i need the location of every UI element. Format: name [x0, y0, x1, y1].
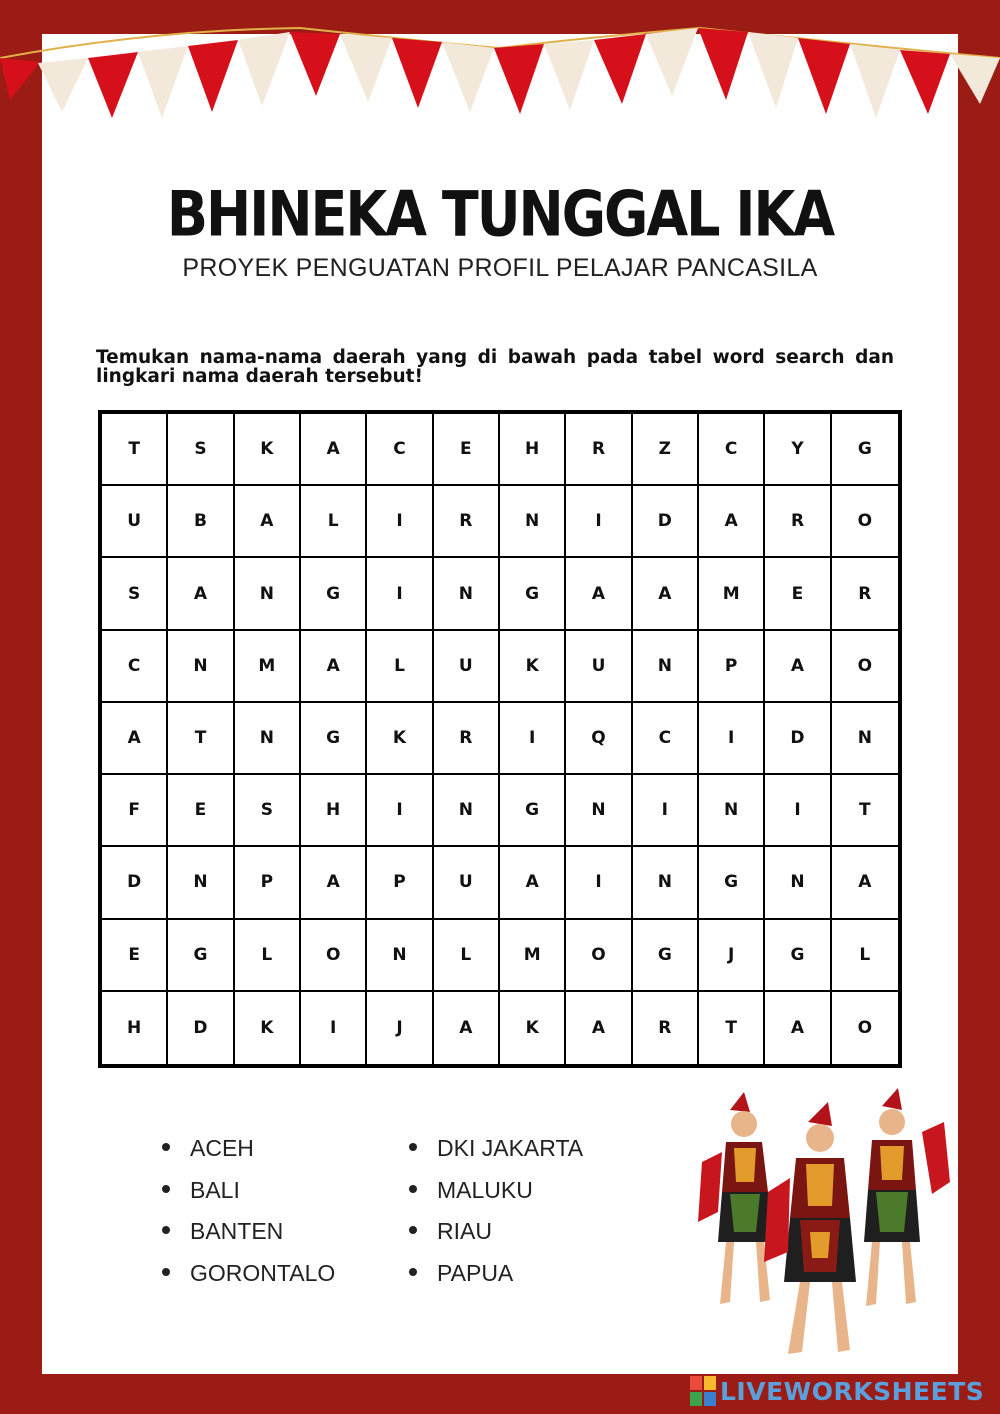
grid-cell[interactable]: G [301, 558, 367, 630]
grid-cell[interactable]: N [633, 631, 699, 703]
grid-cell[interactable]: K [500, 992, 566, 1064]
grid-cell[interactable]: A [765, 631, 831, 703]
grid-cell[interactable]: C [633, 703, 699, 775]
grid-cell[interactable]: M [699, 558, 765, 630]
bullet-icon [409, 1185, 417, 1193]
word-label: PAPUA [437, 1259, 514, 1286]
page-subtitle: PROYEK PENGUATAN PROFIL PELAJAR PANCASILA [182, 254, 818, 282]
liveworksheets-logo-icon [690, 1376, 716, 1406]
watermark-text: LIVEWORKSHEETS [720, 1376, 985, 1406]
grid-cell[interactable]: G [500, 775, 566, 847]
grid-cell[interactable]: K [235, 414, 301, 486]
grid-cell[interactable]: A [301, 631, 367, 703]
dancers-illustration [660, 1082, 960, 1382]
list-item [409, 1213, 583, 1255]
grid-cell[interactable]: G [633, 920, 699, 992]
grid-cell[interactable]: B [168, 486, 234, 558]
grid-cell[interactable]: C [367, 414, 433, 486]
bullet-icon [162, 1268, 170, 1276]
grid-cell[interactable]: M [235, 631, 301, 703]
word-label: ACEH [190, 1135, 254, 1161]
grid-cell[interactable]: N [434, 558, 500, 630]
grid-cell[interactable]: D [102, 847, 168, 919]
grid-cell[interactable]: R [832, 558, 898, 630]
word-label: MALUKU [437, 1176, 533, 1203]
grid-cell[interactable]: L [367, 631, 433, 703]
grid-cell[interactable]: R [434, 703, 500, 775]
grid-cell[interactable]: I [566, 486, 632, 558]
grid-cell[interactable]: N [633, 847, 699, 919]
bullet-icon [409, 1268, 417, 1276]
instruction-text: Temukan nama-nama daerah yang di bawah pada tabel word search dan lingkari nama daerah tersebut! [96, 347, 894, 387]
grid-cell[interactable]: T [699, 992, 765, 1064]
grid-cell[interactable]: J [699, 920, 765, 992]
grid-cell[interactable]: G [832, 414, 898, 486]
watermark [690, 1374, 984, 1408]
grid-cell[interactable]: L [235, 920, 301, 992]
grid-cell[interactable]: C [102, 631, 168, 703]
grid-cell[interactable]: Y [765, 414, 831, 486]
word-label: DKI JAKARTA [437, 1135, 584, 1161]
grid-cell[interactable]: L [832, 920, 898, 992]
grid-cell[interactable]: I [367, 775, 433, 847]
list-item [409, 1255, 583, 1297]
grid-cell[interactable]: Q [566, 703, 632, 775]
grid-cell[interactable]: N [168, 631, 234, 703]
grid-cell[interactable]: O [857, 1017, 873, 1038]
grid-cell[interactable]: G [301, 703, 367, 775]
grid-cell[interactable]: N [765, 847, 831, 919]
grid-cell[interactable]: I [633, 775, 699, 847]
grid-cell[interactable]: G [500, 558, 566, 630]
grid-cell[interactable]: P [367, 847, 433, 919]
grid-cell[interactable]: Z [633, 414, 699, 486]
dancer-left [698, 1092, 772, 1304]
grid-cell[interactable]: J [367, 992, 433, 1064]
list-item [162, 1130, 335, 1172]
grid-cell[interactable]: I [765, 775, 831, 847]
grid-cell[interactable]: L [301, 486, 367, 558]
grid-cell[interactable]: R [434, 486, 500, 558]
list-item [162, 1172, 335, 1214]
grid-cell[interactable]: L [434, 920, 500, 992]
grid-cell[interactable]: S [168, 414, 234, 486]
bunting-decoration [0, 0, 1000, 130]
grid-cell[interactable]: N [168, 847, 234, 919]
list-item [162, 1213, 335, 1255]
grid-cell[interactable]: F [102, 775, 168, 847]
word-label: RIAU [437, 1218, 492, 1244]
grid-cell[interactable]: D [765, 703, 831, 775]
grid-cell[interactable]: I [566, 847, 632, 919]
grid-cell[interactable]: O [301, 920, 367, 992]
grid-cell[interactable]: P [699, 631, 765, 703]
grid-cell[interactable]: H [500, 414, 566, 486]
grid-cell[interactable]: O [832, 486, 898, 558]
grid-cell[interactable]: A [434, 992, 500, 1064]
grid-cell[interactable]: R [633, 992, 699, 1064]
grid-cell[interactable]: I [301, 992, 367, 1064]
grid-cell[interactable]: N [434, 775, 500, 847]
grid-cell[interactable]: K [235, 992, 301, 1064]
grid-cell[interactable]: A [235, 486, 301, 558]
grid-cell[interactable]: N [235, 703, 301, 775]
grid-cell[interactable]: T [832, 775, 898, 847]
grid-cell[interactable]: A [168, 558, 234, 630]
grid-cell[interactable]: R [765, 486, 831, 558]
bullet-icon [409, 1143, 417, 1151]
grid-cell[interactable]: N [367, 920, 433, 992]
grid-cell[interactable]: M [500, 920, 566, 992]
grid-cell[interactable]: D [633, 486, 699, 558]
list-item [409, 1130, 583, 1172]
word-search-grid[interactable] [98, 410, 902, 1068]
grid-cell[interactable]: I [367, 558, 433, 630]
bullet-icon [162, 1226, 170, 1234]
grid-cell[interactable]: H [102, 992, 168, 1064]
bullet-icon [162, 1185, 170, 1193]
grid-cell[interactable]: K [367, 703, 433, 775]
grid-cell[interactable]: G [765, 920, 831, 992]
grid-cell[interactable]: A [301, 847, 367, 919]
grid-cell[interactable]: A [566, 558, 632, 630]
grid-cell[interactable]: A [832, 847, 898, 919]
dancer-center [764, 1102, 856, 1354]
grid-cell[interactable]: G [699, 847, 765, 919]
grid-cell[interactable]: A [633, 558, 699, 630]
grid-cell[interactable]: T [102, 414, 168, 486]
grid-cell[interactable]: I [699, 703, 765, 775]
grid-cell[interactable]: I [500, 703, 566, 775]
grid-cell[interactable]: S [235, 775, 301, 847]
grid-cell[interactable]: I [367, 486, 433, 558]
grid-cell[interactable]: U [434, 631, 500, 703]
grid-cell[interactable]: U [102, 486, 168, 558]
grid-cell[interactable]: E [765, 558, 831, 630]
grid-cell[interactable]: K [500, 631, 566, 703]
grid-cell[interactable]: N [235, 558, 301, 630]
page-title: BHINEKA TUNGGAL IKA [166, 178, 834, 251]
grid-cell[interactable]: A [102, 703, 168, 775]
grid-cell[interactable]: D [168, 992, 234, 1064]
grid-cell[interactable]: A [699, 486, 765, 558]
word-label: BANTEN [190, 1218, 284, 1244]
grid-cell[interactable]: O [832, 631, 898, 703]
grid-cell[interactable]: P [235, 847, 301, 919]
word-list-left [162, 1130, 335, 1296]
list-item [409, 1172, 583, 1214]
word-label: BALI [190, 1176, 240, 1203]
list-item [162, 1255, 335, 1297]
grid-cell[interactable]: E [168, 775, 234, 847]
grid-cell[interactable]: C [699, 414, 765, 486]
bullet-icon [162, 1143, 170, 1151]
grid-cell[interactable]: G [168, 920, 234, 992]
word-label: GORONTALO [190, 1259, 336, 1286]
grid-cell[interactable]: N [566, 775, 632, 847]
grid-cell[interactable]: A [500, 847, 566, 919]
dancer-right [864, 1088, 950, 1306]
grid-cell[interactable]: A [765, 992, 831, 1064]
grid-cell[interactable]: U [434, 847, 500, 919]
grid-cell[interactable]: O [566, 920, 632, 992]
grid-cell[interactable]: E [434, 414, 500, 486]
grid-cell[interactable]: N [699, 775, 765, 847]
grid-cell[interactable]: N [500, 486, 566, 558]
word-list-right [409, 1130, 583, 1296]
bullet-icon [409, 1226, 417, 1234]
grid-cell[interactable]: A [566, 992, 632, 1064]
grid-cell[interactable]: T [168, 703, 234, 775]
grid-cell[interactable]: A [301, 414, 367, 486]
grid-cell[interactable]: E [102, 920, 168, 992]
grid-cell[interactable]: R [566, 414, 632, 486]
grid-cell[interactable]: N [832, 703, 898, 775]
grid-cell[interactable]: S [102, 558, 168, 630]
grid-cell[interactable]: U [566, 631, 632, 703]
grid-cell[interactable]: H [301, 775, 367, 847]
